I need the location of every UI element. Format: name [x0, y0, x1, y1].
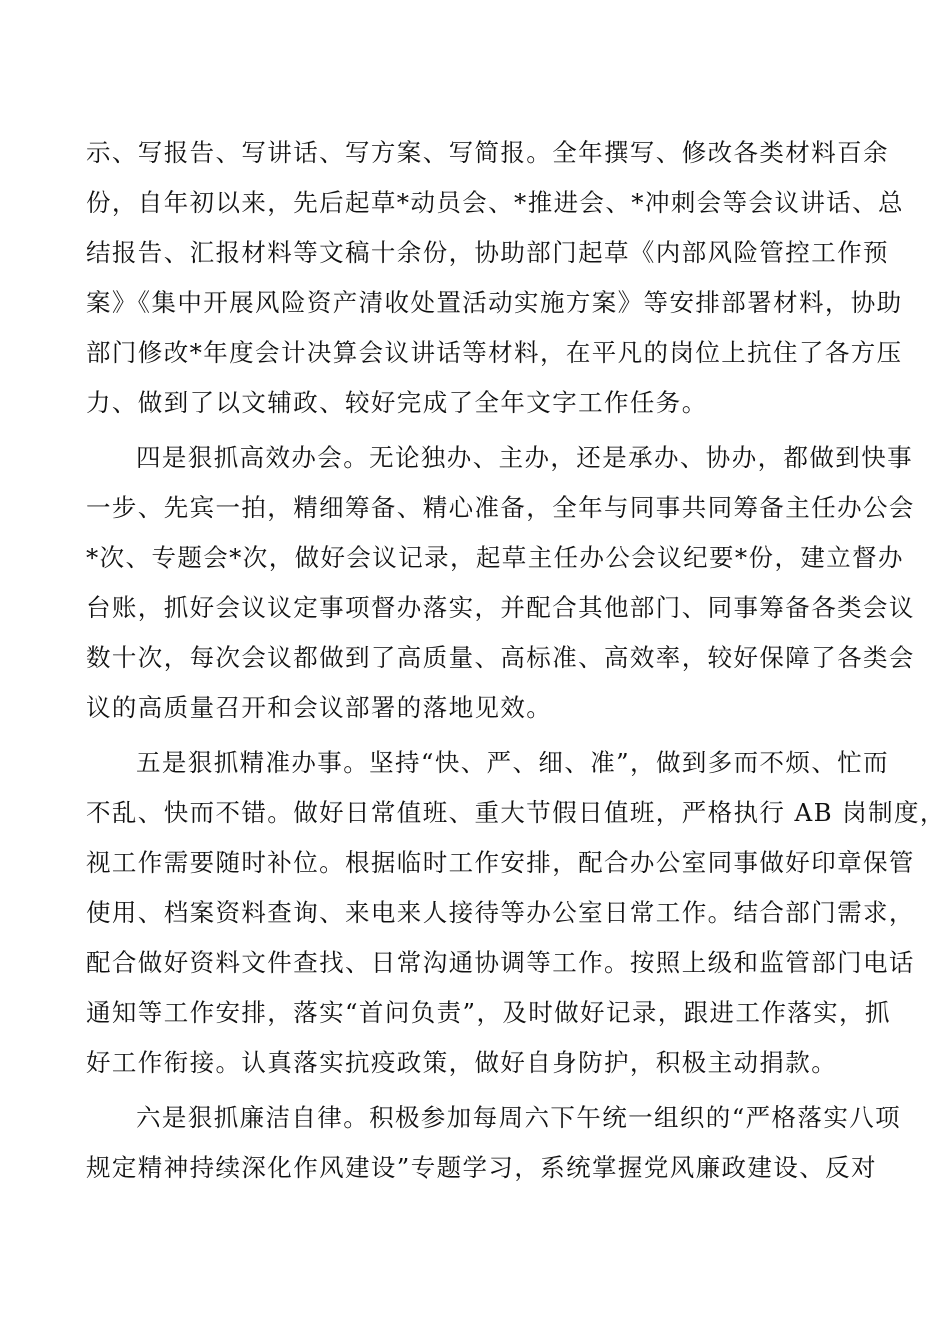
text-line: 台账，抓好会议议定事项督办落实，并配合其他部门、同事筹备各类会议 [86, 593, 915, 622]
text-line: 通知等工作安排，落实“首问负责”，及时做好记录，跟进工作落实，抓 [86, 998, 891, 1027]
paragraph-efficient-meetings [86, 433, 915, 733]
paragraph-integrity-discipline [86, 1093, 902, 1193]
text-line: 数十次，每次会议都做到了高质量、高标准、高效率，较好保障了各类会 [86, 643, 915, 672]
text-line: 一步、先宾一拍，精细筹备、精心准备，全年与同事共同筹备主任办公会 [86, 493, 915, 522]
text-line: 份，自年初以来，先后起草*动员会、*推进会、*冲刺会等会议讲话、总 [86, 188, 904, 217]
text-line: 使用、档案资料查询、来电来人接待等办公室日常工作。结合部门需求， [86, 898, 915, 927]
paragraph-writing-work [86, 128, 904, 428]
text-line: 部门修改*年度会计决算会议讲话等材料，在平凡的岗位上抗住了各方压 [86, 338, 903, 367]
text-line: *次、专题会*次，做好会议记录，起草主任办公会议纪要*份，建立督办 [86, 543, 904, 572]
text-line: 示、写报告、写讲话、写方案、写简报。全年撰写、修改各类材料百余 [86, 138, 889, 167]
text-line: 配合做好资料文件查找、日常沟通协调等工作。按照上级和监管部门电话 [86, 948, 915, 977]
text-line: 结报告、汇报材料等文稿十余份，协助部门起草《内部风险管控工作预 [86, 238, 889, 267]
text-line: 六是狠抓廉洁自律。积极参加每周六下午统一组织的“严格落实八项 [136, 1103, 902, 1132]
text-line: 不乱、快而不错。做好日常值班、重大节假日值班，严格执行 AB 岗制度， [86, 798, 946, 827]
paragraph-precise-affairs [86, 738, 946, 1088]
text-line: 好工作衔接。认真落实抗疫政策，做好自身防护，积极主动捐款。 [86, 1048, 838, 1077]
text-line: 案》《集中开展风险资产清收处置活动实施方案》等安排部署材料，协助 [86, 288, 903, 317]
text-line: 视工作需要随时补位。根据临时工作安排，配合办公室同事做好印章保管 [86, 848, 915, 877]
text-line: 四是狠抓高效办会。无论独办、主办，还是承办、协办，都做到快事 [136, 443, 913, 472]
text-line: 五是狠抓精准办事。坚持“快、严、细、准”，做到多而不烦、忙而 [136, 748, 890, 777]
document-body [86, 128, 946, 1193]
text-line: 规定精神持续深化作风建设”专题学习，系统掌握党风廉政建设、反对 [86, 1153, 877, 1182]
text-line: 议的高质量召开和会议部署的落地见效。 [86, 693, 553, 722]
text-line: 力、做到了以文辅政、较好完成了全年文字工作任务。 [86, 388, 708, 417]
